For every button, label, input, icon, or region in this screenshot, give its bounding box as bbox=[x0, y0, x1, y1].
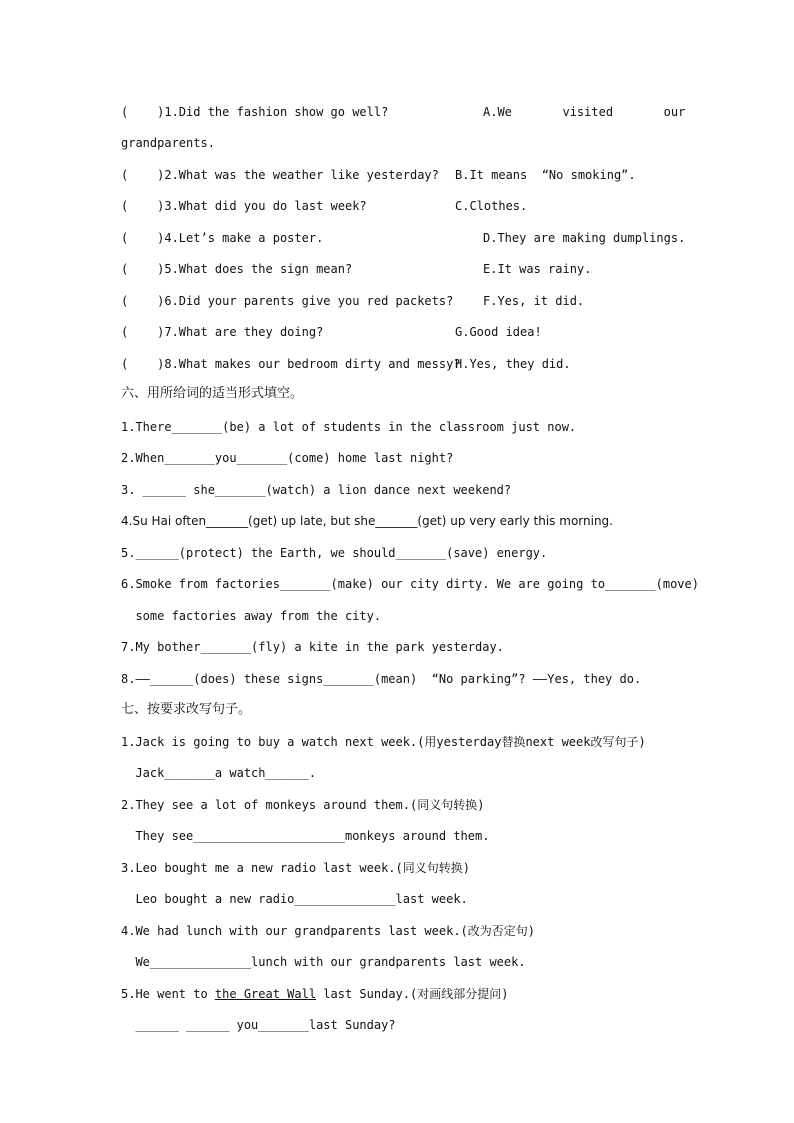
match-answer-b: B.It means “No smoking”. bbox=[455, 168, 636, 182]
fill-item-1: 1.There_______(be) a lot of students in the classroom just now. bbox=[121, 420, 577, 434]
rewrite-question-4: 4.We had lunch with our grandparents last week.(改为否定句) bbox=[121, 924, 536, 938]
fill-item-7: 7.My bother_______(fly) a kite in the park yesterday. bbox=[121, 640, 504, 654]
fill-item-4: 4.Su Hai often_______(get) up late, but she_______(get) up very early this morning. bbox=[121, 514, 613, 528]
fill-item-3: 3. ______ she_______(watch) a lion dance next weekend? bbox=[121, 483, 512, 497]
rewrite-answer-3: Leo bought a new radio______________last week. bbox=[121, 892, 468, 906]
rewrite-answer-4: We______________lunch with our grandparents last week. bbox=[121, 955, 526, 969]
match-answer-d: D.They are making dumplings. bbox=[483, 231, 686, 245]
fill-item-5: 5.______(protect) the Earth, we should_______(save) energy. bbox=[121, 546, 548, 560]
rewrite-question-3: 3.Leo bought me a new radio last week.(同义句转换) bbox=[121, 861, 470, 875]
rewrite-question-5 bbox=[121, 986, 508, 1002]
match-question-3: ( )3.What did you do last week? bbox=[121, 199, 367, 213]
rewrite-answer-5: ______ ______ you_______last Sunday? bbox=[121, 1018, 396, 1032]
match-answer-h: H.Yes, they did. bbox=[455, 357, 571, 371]
fill-item-2: 2.When_______you_______(come) home last night? bbox=[121, 451, 454, 465]
rewrite-question-1: 1.Jack is going to buy a watch next week.(用yesterday替换next week改写句子) bbox=[121, 735, 646, 749]
match-question-6: ( )6.Did your parents give you red packets? bbox=[121, 294, 454, 308]
rewrite-answer-1: Jack_______a watch______. bbox=[121, 766, 317, 780]
rewrite-question-2: 2.They see a lot of monkeys around them.(同义句转换) bbox=[121, 798, 485, 812]
match-question-4: ( )4.Let’s make a poster. bbox=[121, 231, 324, 245]
match-question-2: ( )2.What was the weather like yesterday? bbox=[121, 168, 439, 182]
match-answer-f: F.Yes, it did. bbox=[483, 294, 585, 308]
rewrite-question-5-prefix: 5.He went to bbox=[121, 987, 215, 1001]
fill-item-6: 6.Smoke from factories_______(make) our city dirty. We are going to_______(move) bbox=[121, 577, 699, 591]
match-answer-c: C.Clothes. bbox=[455, 199, 528, 213]
underlined-phrase: the Great Wall bbox=[214, 987, 317, 1001]
match-answer-e: E.It was rainy. bbox=[483, 262, 592, 276]
fill-item-6-continued: some factories away from the city. bbox=[121, 609, 382, 623]
match-question-5: ( )5.What does the sign mean? bbox=[121, 262, 353, 276]
match-question-7: ( )7.What are they doing? bbox=[121, 325, 324, 339]
match-question-1: ( )1.Did the fashion show go well? bbox=[121, 105, 389, 119]
match-question-1-continued: grandparents. bbox=[121, 136, 215, 150]
match-question-8: ( )8.What makes our bedroom dirty and messy? bbox=[121, 357, 461, 371]
section-six-heading: 六、用所给词的适当形式填空。 bbox=[121, 386, 304, 401]
section-seven-heading: 七、按要求改写句子。 bbox=[121, 702, 252, 717]
rewrite-question-5-suffix: last Sunday.(对画线部分提问) bbox=[316, 987, 509, 1001]
match-answer-g: G.Good idea! bbox=[455, 325, 542, 339]
match-answer-a: A.We visited our bbox=[483, 105, 686, 119]
fill-item-8: 8.——______(does) these signs_______(mean) “No parking”? ——Yes, they do. bbox=[121, 672, 642, 686]
rewrite-answer-2: They see_____________________monkeys around them. bbox=[121, 829, 490, 843]
